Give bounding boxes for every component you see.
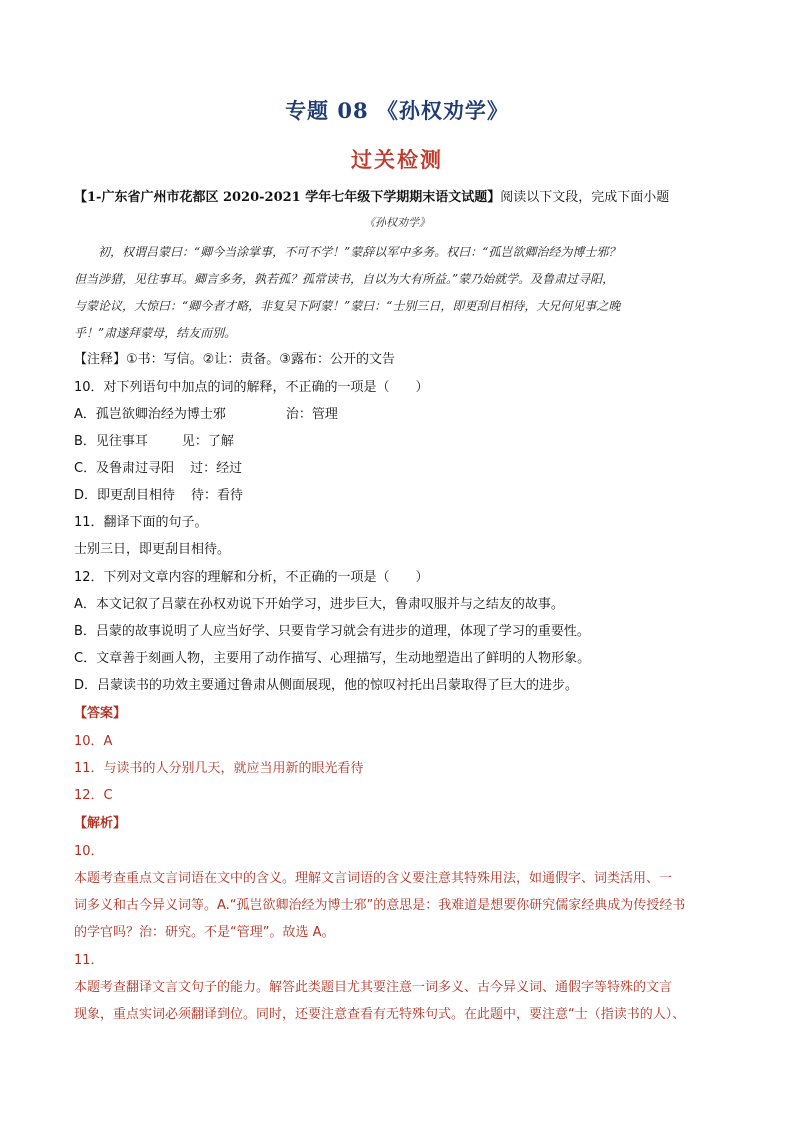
- analysis-line: 的学官吗？治：研究。不是“管理”。故选 A。: [74, 925, 335, 940]
- option-explain: 见：了解: [181, 434, 234, 449]
- analysis-line: 本题考查翻译文言文句子的能力。解答此类题目尤其要注意一词多义、古今异义词、通假字等特殊的文言: [74, 980, 673, 995]
- option-explain: 治：管理: [285, 407, 338, 422]
- analysis-q10-number: 10．: [74, 844, 104, 859]
- analysis-label: 【解析】: [74, 816, 127, 831]
- source-line: [74, 188, 669, 208]
- option-text: D．即更刮目相待: [74, 488, 176, 503]
- q10-option-d: [74, 486, 243, 506]
- passage-line: 但当涉猎，见往事耳。卿言多务，孰若孤？孤常读书，自以为大有所益。”蒙乃始就学。及鲁肃过寻阳，: [74, 272, 615, 286]
- q11-sentence: 士别三日，即更刮目相待。: [74, 542, 231, 557]
- q10-stem: 10．对下列语句中加点的词的解释，不正确的一项是（ ）: [74, 380, 429, 395]
- answer-item: 11．与读书的人分别几天，就应当用新的眼光看待: [74, 761, 364, 776]
- passage-line: 与蒙论议，大惊曰：“卿今者才略，非复吴下阿蒙！”蒙曰：“士别三日，即更刮目相待，大兄何见事之晚: [74, 299, 621, 313]
- analysis-line: 本题考查重点文言词语在文中的含义。理解文言词语的含义要注意其特殊用法，如通假字、词类活用、一: [74, 871, 673, 886]
- answer-item: 10．A: [74, 734, 113, 749]
- note-line: 【注释】①书：写信。②让：责备。③露布：公开的文告: [74, 352, 395, 367]
- option-text: B．见往事耳: [74, 434, 148, 449]
- q10-option-c: [74, 459, 242, 479]
- q12-stem: 12．下列对文章内容的理解和分析，不正确的一项是（ ）: [74, 570, 429, 585]
- option-explain: 待：看待: [191, 488, 244, 503]
- analysis-line: 现象，重点实词必须翻译到位。同时，还要注意查看有无特殊句式。在此题中，要注意“士（指读书的人）、: [74, 1007, 686, 1022]
- option-text: A．孤岂欲卿治经为博士邪: [74, 407, 226, 422]
- passage-line: 初，权谓吕蒙曰：“卿今当涂掌事，不可不学！”蒙辞以军中多务。权曰：“孤岂欲卿治经为博士邪？: [98, 245, 621, 259]
- option-text: C．及鲁肃过寻阳: [74, 461, 175, 476]
- analysis-line: 词多义和古今异义词等。A.“孤岂欲卿治经为博士邪”的意思是：我难道是想要你研究儒家经典成为传授经书: [74, 898, 686, 913]
- q10-option-a: [74, 405, 338, 425]
- q10-option-b: [74, 432, 234, 452]
- passage-line: 乎！”肃遂拜蒙母，结友而别。: [74, 326, 237, 340]
- analysis-q11-number: 11．: [74, 953, 104, 968]
- option-explain: 过：经过: [190, 461, 243, 476]
- q11-stem: 11．翻译下面的句子。: [74, 515, 208, 530]
- source-instruction: 阅读以下文段，完成下面小题: [500, 190, 670, 205]
- q12-option-a: A．本文记叙了吕蒙在孙权劝说下开始学习，进步巨大，鲁肃叹服并与之结友的故事。: [74, 597, 564, 612]
- answer-label: 【答案】: [74, 706, 127, 721]
- passage-title: 《孙权劝学》: [364, 216, 430, 229]
- page-title: 专题 08 《孙权劝学》: [285, 98, 509, 123]
- q12-option-b: B．吕蒙的故事说明了人应当好学、只要肯学习就会有进步的道理，体现了学习的重要性。: [74, 624, 590, 639]
- source-bracket: 【1-广东省广州市花都区 2020-2021 学年七年级下学期期末语文试题】: [74, 190, 501, 205]
- q12-option-c: C．文章善于刻画人物，主要用了动作描写、心理描写，生动地塑造出了鲜明的人物形象。: [74, 651, 591, 666]
- page-subtitle: 过关检测: [351, 147, 443, 172]
- answer-item: 12．C: [74, 788, 113, 803]
- q12-option-d: D．吕蒙读书的功效主要通过鲁肃从侧面展现，他的惊叹衬托出吕蒙取得了巨大的进步。: [74, 678, 579, 693]
